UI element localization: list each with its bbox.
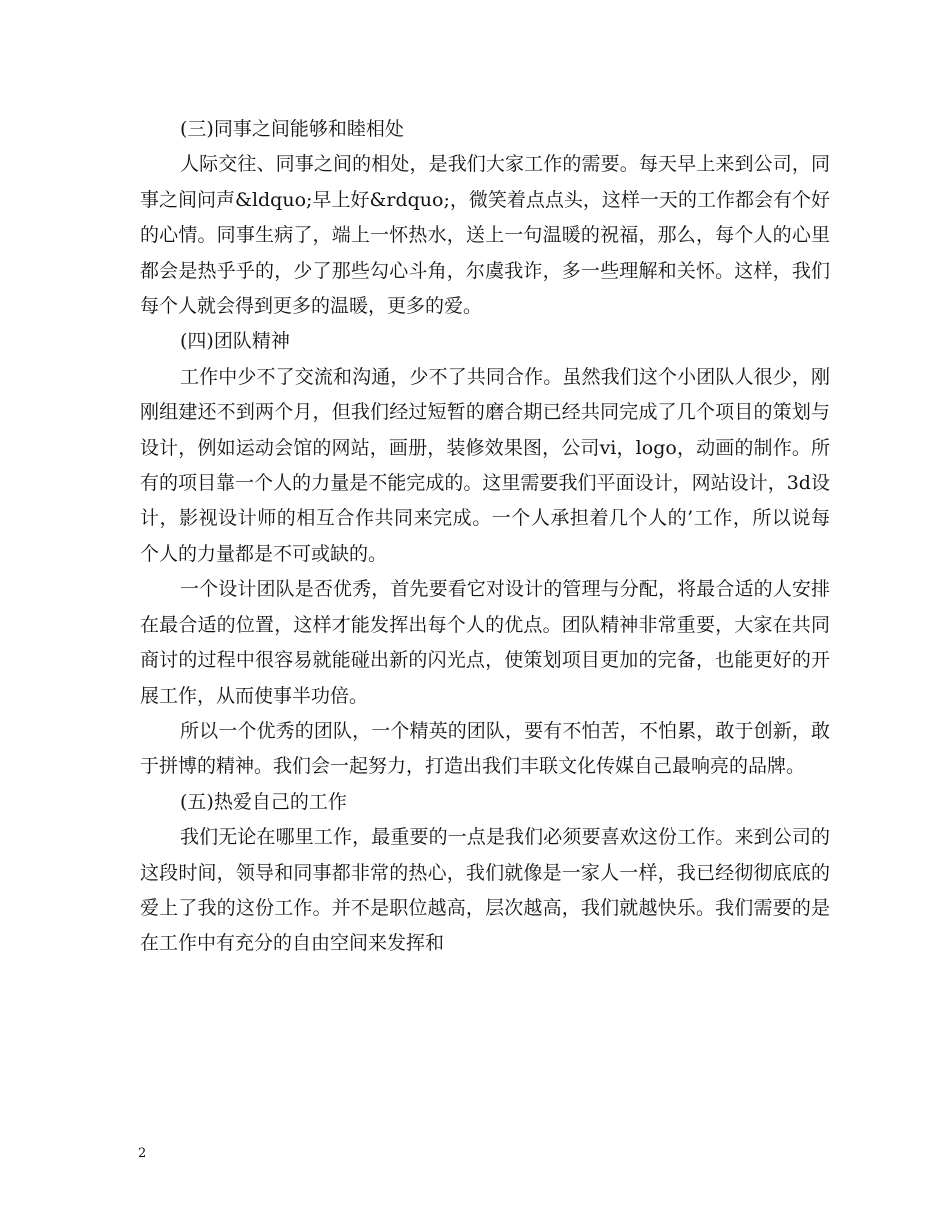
- document-body: [140, 112, 830, 962]
- paragraph-team-excellence: 所以一个优秀的团队，一个精英的团队，要有不怕苦，不怕累，敢于创新，敢于拼博的精神。我们会一起努力，打造出我们丰联文化传媒自己最响亮的品牌。: [140, 719, 830, 778]
- paragraph-team-work: 工作中少不了交流和沟通，少不了共同合作。虽然我们这个小团队人很少，刚刚组建还不到两个月，但我们经过短暂的磨合期已经共同完成了几个项目的策划与设计，例如运动会馆的网站，画册，装修效果图，公司vi，logo，动画的制作。所有的项目靠一个人的力量是不能完成的。这里需要我们平面设计，网站设计，3d设计，影视设计师的相互合作共同来完成。一个人承担着几个人的’工作，所以说每个人的力量都是不可或缺的。: [140, 365, 830, 565]
- paragraph-colleagues: 人际交往、同事之间的相处，是我们大家工作的需要。每天早上来到公司，同事之间问声&ldquo;早上好&rdquo;，微笑着点点头，这样一天的工作都会有个好的心情。同事生病了，端上一怀热水，送上一句温暖的祝福，那么，每个人的心里都会是热乎乎的，少了那些勾心斗角，尔虞我诈，多一些理解和关怀。这样，我们每个人就会得到更多的温暖，更多的爱。: [140, 153, 830, 318]
- section-heading-team-spirit: (四)团队精神: [180, 330, 290, 353]
- section-heading-colleagues: (三)同事之间能够和睦相处: [180, 118, 404, 140]
- section-heading-love-work: (五)热爱自己的工作: [180, 790, 347, 813]
- page-number: 2: [138, 1146, 147, 1161]
- paragraph-team-management: 一个设计团队是否优秀，首先要看它对设计的管理与分配，将最合适的人安排在最合适的位置，这样才能发挥出每个人的优点。团队精神非常重要，大家在共同商讨的过程中很容易就能碰出新的闪光点，使策划项目更加的完备，也能更好的开展工作，从而使事半功倍。: [140, 578, 830, 707]
- paragraph-love-work: 我们无论在哪里工作，最重要的一点是我们必须要喜欢这份工作。来到公司的这段时间，领导和同事都非常的热心，我们就像是一家人一样，我已经彻彻底底的爱上了我的这份工作。并不是职位越高，层次越高，我们就越快乐。我们需要的是在工作中有充分的自由空间来发挥和: [140, 826, 830, 955]
